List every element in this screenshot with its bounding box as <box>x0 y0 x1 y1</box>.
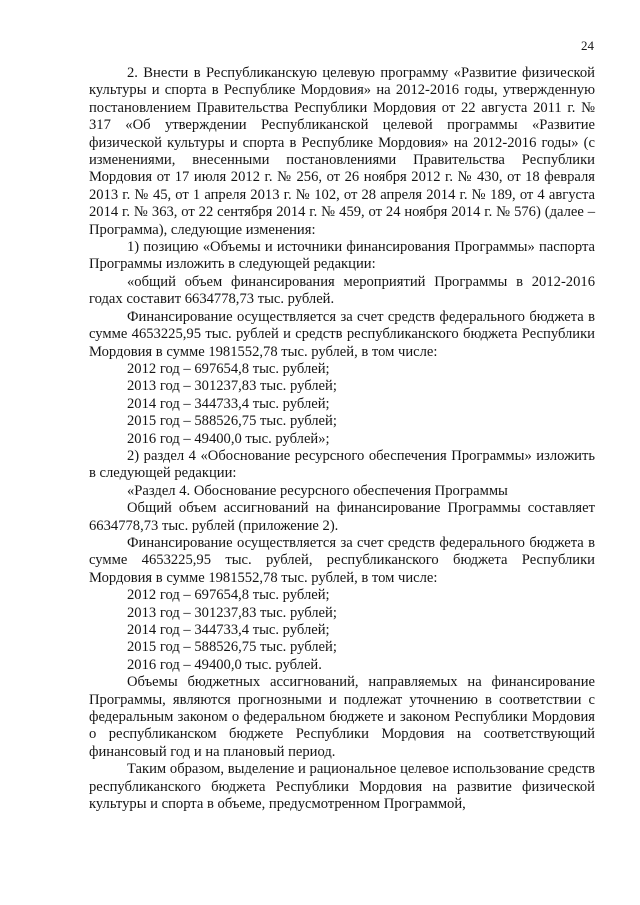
page-number: 24 <box>581 38 594 53</box>
section-heading: «Раздел 4. Обоснование ресурсного обеспечения Программы <box>127 482 508 499</box>
year-line: 2016 год – 49400,0 тыс. рублей. <box>127 656 322 673</box>
year-line: 2012 год – 697654,8 тыс. рублей; <box>127 360 330 377</box>
paragraph-funding-sources: Финансирование осуществляется за счет средств федерального бюджета в сумме 4653225,95 тыс. рублей и средств республиканского бюджета Республики Мордовия в сумме 1981552,78 тыс. рублей, в том числе: <box>89 308 595 360</box>
paragraph-funding-sources: Финансирование осуществляется за счет средств федерального бюджета в сумме 4653225,95 тыс. рублей, республиканского бюджета Республики Мордовия в сумме 1981552,78 тыс. рублей, в том числе: <box>89 534 595 586</box>
year-line: 2013 год – 301237,83 тыс. рублей; <box>127 378 337 395</box>
year-line: 2012 год – 697654,8 тыс. рублей; <box>127 587 330 604</box>
year-line: 2015 год – 588526,75 тыс. рублей; <box>127 413 337 430</box>
year-line: 2014 год – 344733,4 тыс. рублей; <box>127 622 330 638</box>
paragraph-allocations-forecast: Объемы бюджетных ассигнований, направляемых на финансирование Программы, являются прогнозными и подлежат уточнению в соответствии с федеральным законом о федеральном бюджете и законом Республики Мордовия о республиканском бюджете Республики Мордовия на соответствующий финансовый год и на плановый период. <box>89 674 595 760</box>
paragraph-conclusion: Таким образом, выделение и рациональное целевое использование средств республиканского бюджета Республики Мордовия на развитие физической культуры и спорта в объеме, предусмотренном Программой, <box>89 761 595 813</box>
paragraph-item-2: 2. Внести в Республиканскую целевую программу «Развитие физической культуры и спорта в Республике Мордовия» на 2012-2016 годы, утвержденную постановлением Правительства Республики Мордовия от 22 августа 2011 г. № 317 «Об утверждении Республиканской целевой программы «Развитие физической культуры и спорта в Республике Мордовия» на 2012-2016 годы» (с изменениями, внесенными постановлениями Правительства Республики Мордовия от 17 июля 2012 г. № 256, от 26 ноября 2012 г. № 430, от 18 февраля 2013 г. № 45, от 1 апреля 2013 г. № 102, от 28 апреля 2014 г. № 189, от 4 августа 2014 г. № 363, от 22 сентября 2014 г. № 459, от 24 ноября 2014 г. № 576) (далее – Программа), следующие изменения: <box>89 65 595 238</box>
paragraph-subitem-1: 1) позицию «Объемы и источники финансирования Программы» паспорта Программы изложить в следующей редакции: <box>89 239 595 273</box>
paragraph-subitem-2: 2) раздел 4 «Обоснование ресурсного обеспечения Программы» изложить в следующей редакции: <box>89 447 595 482</box>
paragraph-total-funding: «общий объем финансирования мероприятий Программы в 2012-2016 годах составит 6634778,73 тыс. рублей. <box>89 273 595 308</box>
year-line: 2014 год – 344733,4 тыс. рублей; <box>127 395 330 412</box>
year-line: 2013 год – 301237,83 тыс. рублей; <box>127 604 337 621</box>
year-line: 2015 год – 588526,75 тыс. рублей; <box>127 639 337 656</box>
document-body <box>89 65 595 813</box>
paragraph-total-allocations: Общий объем ассигнований на финансирование Программы составляет 6634778,73 тыс. рублей (приложение 2). <box>89 500 595 534</box>
year-line: 2016 год – 49400,0 тыс. рублей»; <box>127 430 330 447</box>
